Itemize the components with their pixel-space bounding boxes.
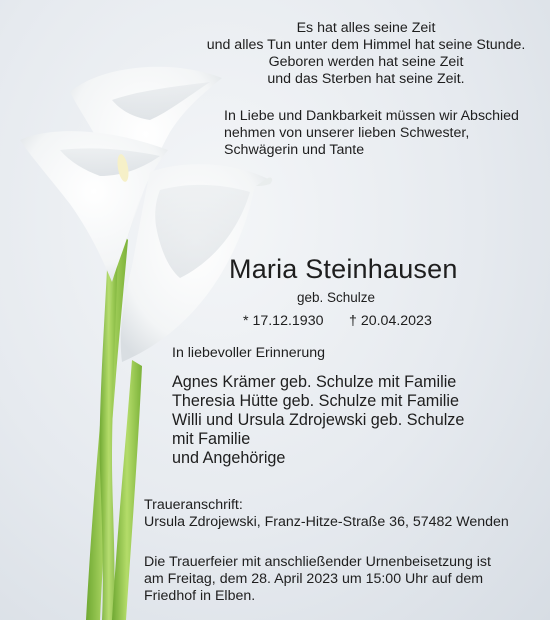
mourning-address — [144, 497, 509, 531]
birth-date: * 17.12.1930 — [243, 313, 324, 329]
birth-name: geb. Schulze — [297, 290, 376, 305]
ceremony-line: Die Trauerfeier mit anschließender Urnenbeisetzung ist — [144, 554, 491, 570]
poem-line: Geboren werden hat seine Zeit — [268, 54, 464, 70]
mourner-line: Willi und Ursula Zdrojewski geb. Schulze — [172, 411, 465, 429]
farewell-line: Schwägerin und Tante — [224, 142, 365, 158]
mourners-list — [172, 373, 464, 468]
deceased-name: Maria Steinhausen — [229, 254, 458, 284]
ceremony-line: Friedhof in Elben. — [144, 588, 256, 604]
farewell-text — [224, 108, 519, 159]
mourner-line: mit Familie — [172, 430, 251, 448]
address-line: Ursula Zdrojewski, Franz-Hitze-Straße 36, 57482 Wenden — [144, 514, 509, 530]
ceremony-info — [144, 554, 491, 605]
mourner-line: Agnes Krämer geb. Schulze mit Familie — [172, 373, 457, 391]
memory-label: In liebevoller Erinnerung — [172, 345, 326, 361]
poem-line: Es hat alles seine Zeit — [296, 20, 436, 36]
mourner-line: Theresia Hütte geb. Schulze mit Familie — [172, 392, 459, 410]
death-date: † 20.04.2023 — [349, 313, 432, 329]
address-label: Traueranschrift: — [144, 497, 243, 513]
poem-line: und alles Tun unter dem Himmel hat seine Stunde. — [206, 37, 526, 53]
mourner-line: und Angehörige — [172, 449, 286, 467]
farewell-line: In Liebe und Dankbarkeit müssen wir Abschied — [224, 108, 519, 124]
lily-stem — [112, 360, 142, 620]
ceremony-line: am Freitag, dem 28. April 2023 um 15:00 Uhr auf dem — [144, 571, 484, 587]
farewell-line: nehmen von unserer lieben Schwester, — [224, 125, 470, 141]
poem-line: und das Sterben hat seine Zeit. — [267, 71, 465, 87]
poem-verse — [196, 20, 536, 88]
